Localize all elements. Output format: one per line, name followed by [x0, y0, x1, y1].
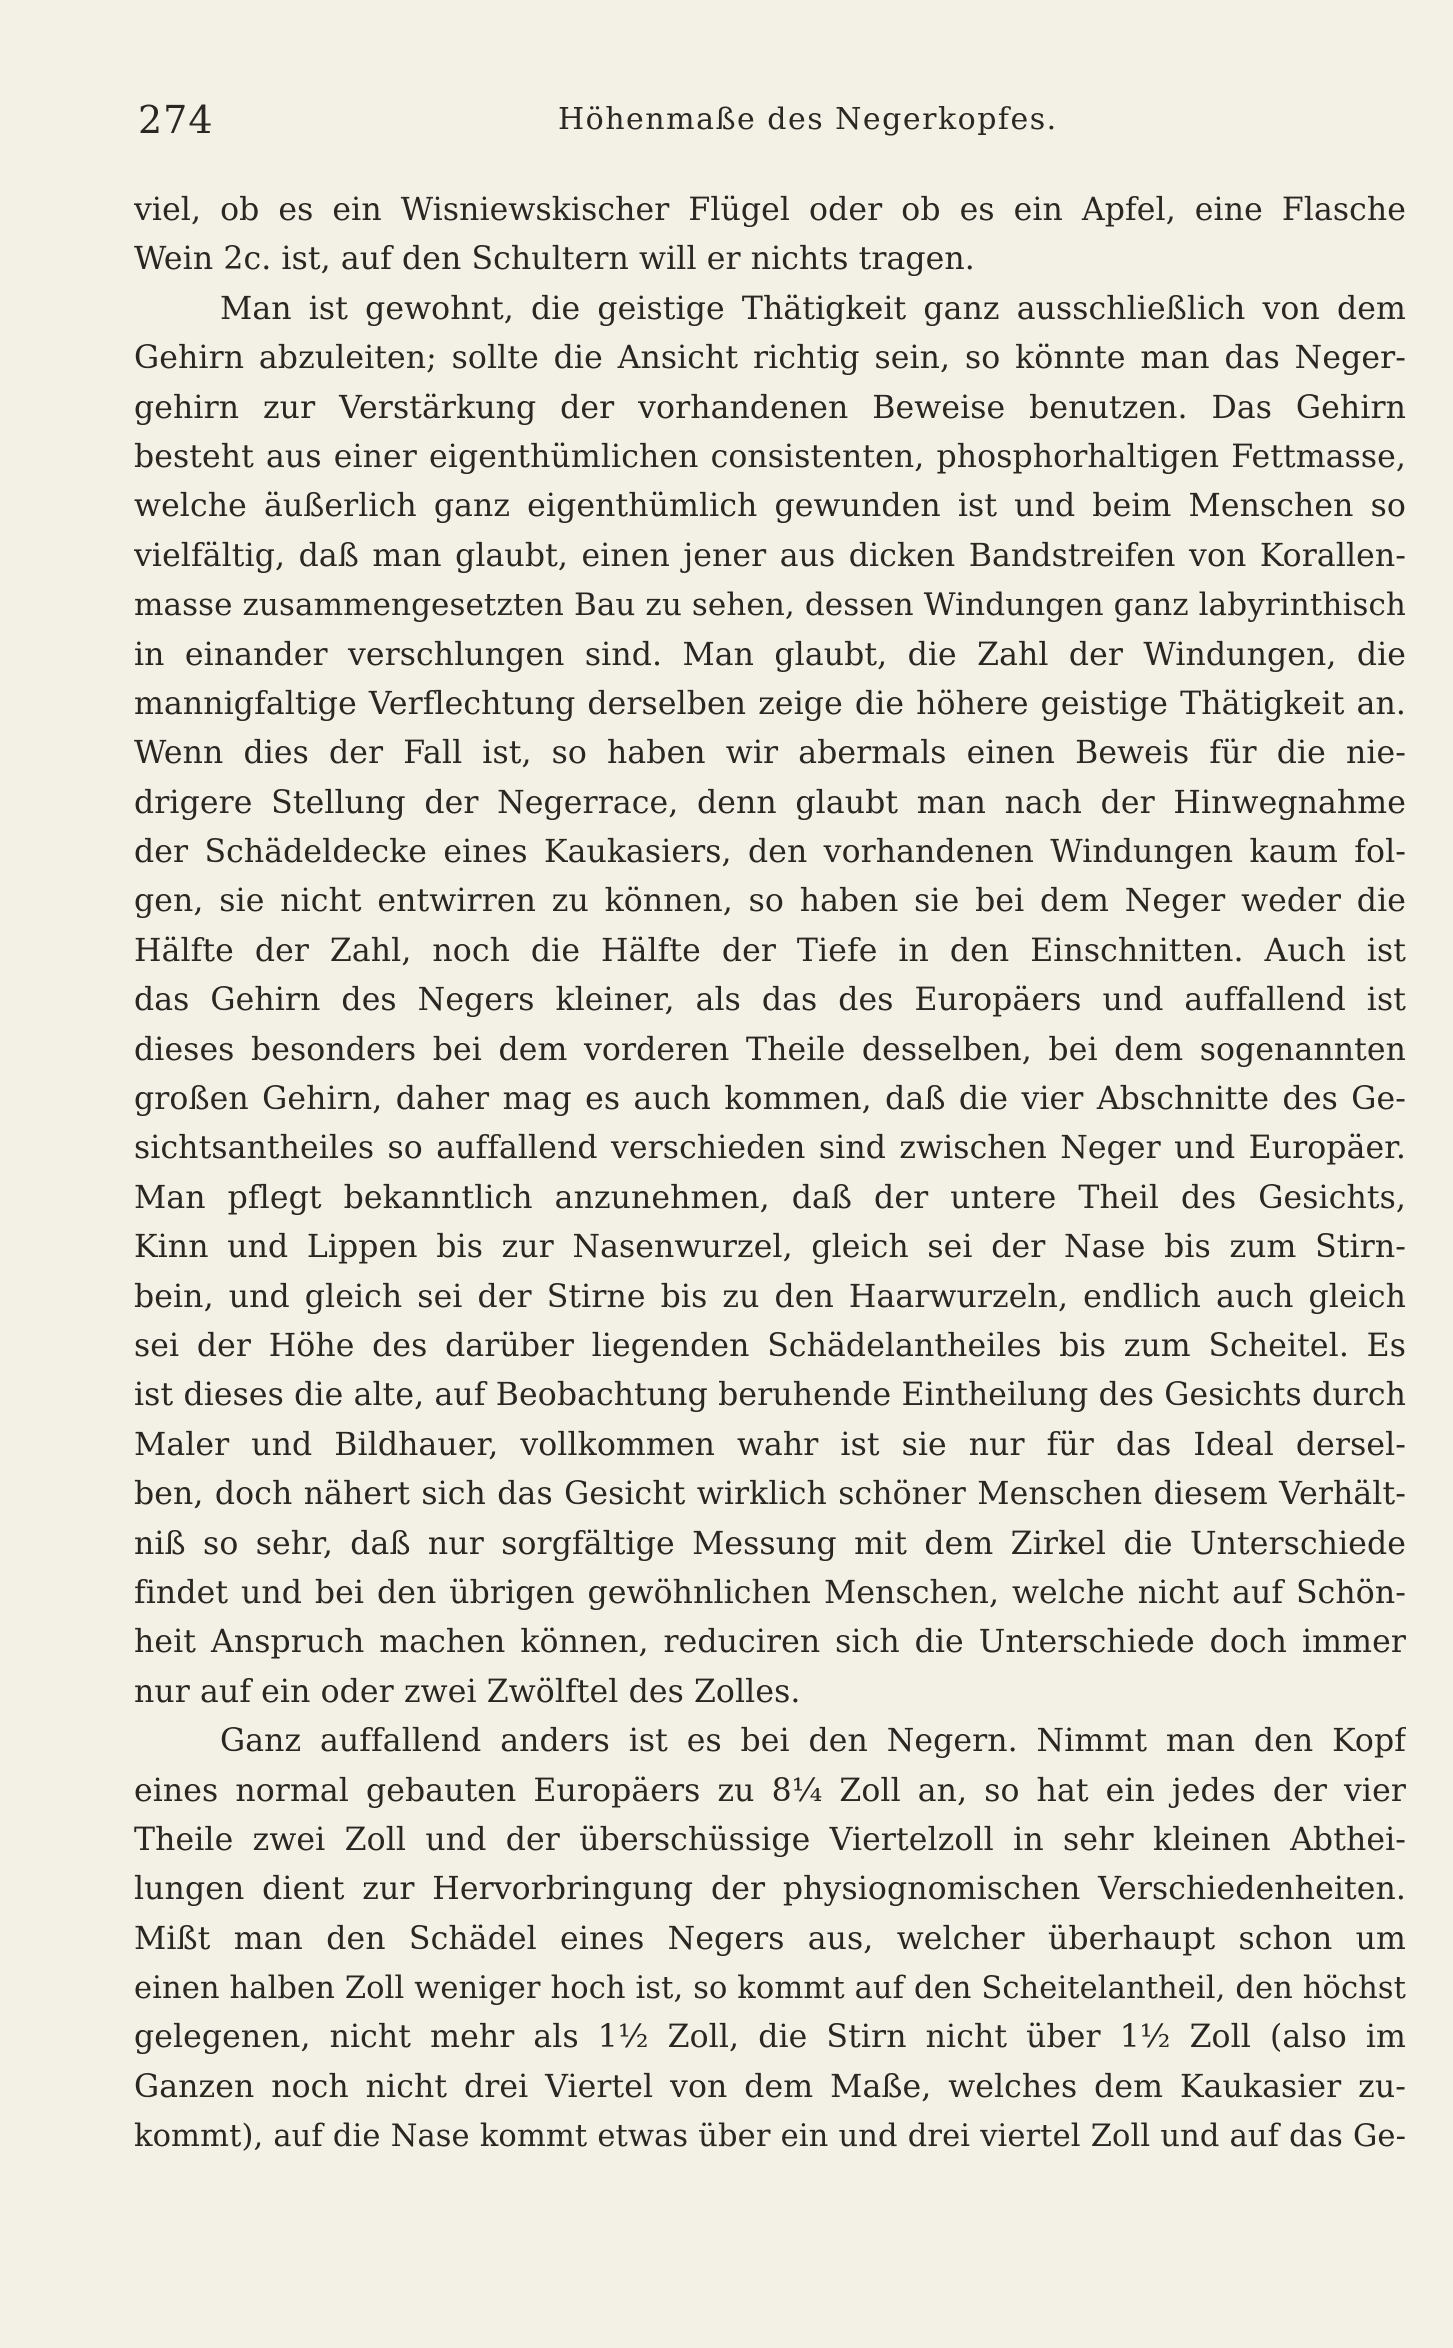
text-line: Ganzen noch nicht drei Viertel von dem Maße, welches dem Kaukasier zu-	[134, 2068, 1406, 2105]
text-line: Wenn dies der Fall ist, so haben wir abermals einen Beweis für die nie-	[134, 735, 1406, 772]
text-line: masse zusammengesetzten Bau zu sehen, dessen Windungen ganz labyrinthisch	[134, 587, 1406, 624]
text-line: gen, sie nicht entwirren zu können, so haben sie bei dem Neger weder die	[134, 883, 1406, 920]
page-header	[138, 98, 1398, 158]
text-line: ben, doch nähert sich das Gesicht wirklich schöner Menschen diesem Verhält-	[134, 1476, 1406, 1513]
text-line: eines normal gebauten Europäers zu 8¼ Zoll an, so hat ein jedes der vier	[134, 1772, 1406, 1809]
text-line: findet und bei den übrigen gewöhnlichen Menschen, welche nicht auf Schön-	[134, 1574, 1406, 1611]
text-line: großen Gehirn, daher mag es auch kommen, daß die vier Abschnitte des Ge-	[134, 1081, 1406, 1118]
paragraph-start-line: Man ist gewohnt, die geistige Thätigkeit ganz ausschließlich von dem	[220, 290, 1406, 327]
text-line: Gehirn abzuleiten; sollte die Ansicht richtig sein, so könnte man das Neger-	[134, 340, 1406, 377]
text-line: nur auf ein oder zwei Zwölftel des Zolles.	[134, 1673, 801, 1710]
text-line: lungen dient zur Hervorbringung der physiognomischen Verschiedenheiten.	[134, 1871, 1406, 1908]
running-title: Höhenmaße des Negerkopfes.	[558, 102, 1058, 137]
text-line: der Schädeldecke eines Kaukasiers, den vorhandenen Windungen kaum fol-	[134, 834, 1406, 871]
text-line: vielfältig, daß man glaubt, einen jener aus dicken Bandstreifen von Korallen-	[134, 537, 1406, 574]
text-line: heit Anspruch machen können, reduciren sich die Unterschiede doch immer	[134, 1624, 1406, 1661]
text-line: Man pflegt bekanntlich anzunehmen, daß der untere Theil des Gesichts,	[134, 1179, 1406, 1216]
text-line: kommt), auf die Nase kommt etwas über ein und drei viertel Zoll und auf das Ge-	[134, 2119, 1406, 2155]
text-line: Kinn und Lippen bis zur Nasenwurzel, gleich sei der Nase bis zum Stirn-	[134, 1229, 1406, 1266]
text-line: niß so sehr, daß nur sorgfältige Messung mit dem Zirkel die Unterschiede	[134, 1525, 1406, 1562]
text-line: Hälfte der Zahl, noch die Hälfte der Tiefe in den Einschnitten. Auch ist	[134, 932, 1406, 969]
text-line: sichtsantheiles so auffallend verschieden sind zwischen Neger und Europäer.	[134, 1130, 1406, 1167]
text-line: dieses besonders bei dem vorderen Theile desselben, bei dem sogenannten	[134, 1031, 1406, 1068]
text-line: bein, und gleich sei der Stirne bis zu den Haarwurzeln, endlich auch gleich	[134, 1278, 1406, 1315]
text-line: einen halben Zoll weniger hoch ist, so kommt auf den Scheitelantheil, den höchst	[134, 1971, 1406, 2007]
text-line: Theile zwei Zoll und der überschüssige Viertelzoll in sehr kleinen Abthei-	[134, 1821, 1406, 1858]
text-line: das Gehirn des Negers kleiner, als das des Europäers und auffallend ist	[134, 982, 1406, 1019]
body-text	[134, 186, 1406, 2162]
text-line: gehirn zur Verstärkung der vorhandenen Beweise benutzen. Das Gehirn	[134, 389, 1406, 426]
paragraph-start-line: Ganz auffallend anders ist es bei den Negern. Nimmt man den Kopf	[220, 1723, 1406, 1760]
text-line: gelegenen, nicht mehr als 1½ Zoll, die Stirn nicht über 1½ Zoll (also im	[134, 2019, 1406, 2056]
text-line: ist dieses die alte, auf Beobachtung beruhende Eintheilung des Gesichts durch	[134, 1377, 1406, 1414]
text-line: viel, ob es ein Wisniewskischer Flügel oder ob es ein Apfel, eine Flasche	[134, 192, 1406, 228]
text-line: mannigfaltige Verflechtung derselben zeige die höhere geistige Thätigkeit an.	[134, 685, 1406, 722]
text-line: besteht aus einer eigenthümlichen consistenten, phosphorhaltigen Fettmasse,	[134, 438, 1406, 475]
page-number: 274	[138, 98, 214, 142]
text-line: in einander verschlungen sind. Man glaubt, die Zahl der Windungen, die	[134, 636, 1406, 673]
text-line: drigere Stellung der Negerrace, denn glaubt man nach der Hinwegnahme	[134, 784, 1406, 821]
text-line: Wein 2c. ist, auf den Schultern will er nichts tragen.	[134, 241, 975, 278]
text-line: welche äußerlich ganz eigenthümlich gewunden ist und beim Menschen so	[134, 488, 1406, 525]
text-line: Mißt man den Schädel eines Negers aus, welcher überhaupt schon um	[134, 1920, 1406, 1957]
text-line: sei der Höhe des darüber liegenden Schädelantheiles bis zum Scheitel. Es	[134, 1327, 1406, 1364]
text-line: Maler und Bildhauer, vollkommen wahr ist sie nur für das Ideal dersel-	[134, 1426, 1406, 1463]
